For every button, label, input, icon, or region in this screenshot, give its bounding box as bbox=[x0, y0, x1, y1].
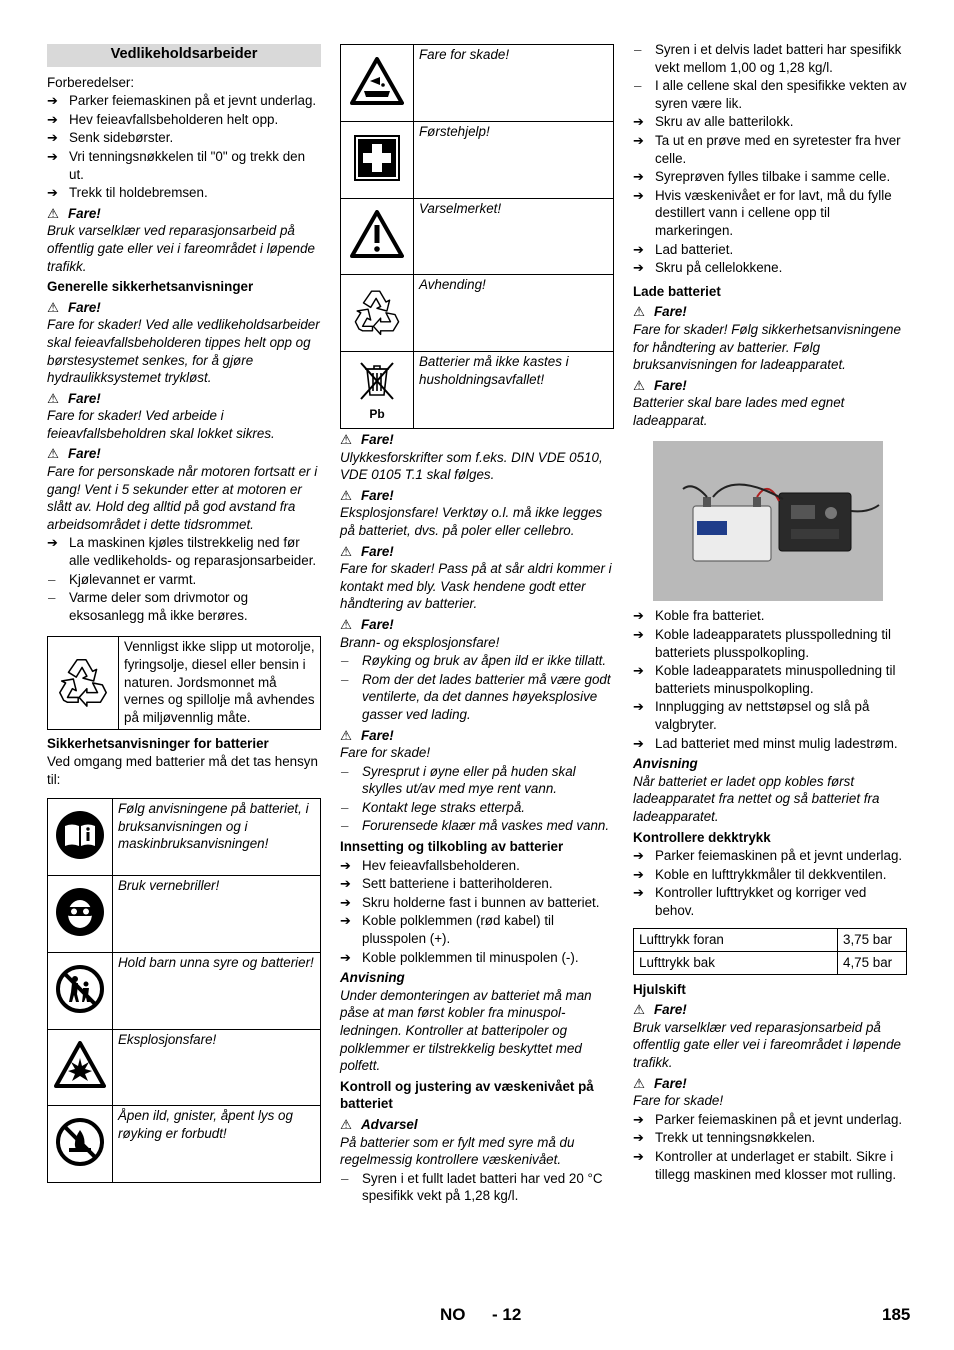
first-aid-icon bbox=[341, 122, 414, 199]
warning-label: ⚠ Fare! bbox=[633, 1075, 687, 1091]
list-item: – Syren i et fullt ladet batteri har ved 20 °C spesifikk vekt på 1,28 kg/l. bbox=[340, 1170, 614, 1205]
note-label: Anvisning bbox=[340, 970, 405, 986]
warning-text: På batterier som er fylt med syre må du regelmessig kontrollere væskenivået. bbox=[340, 1134, 575, 1168]
list-item: – Varme deler som drivmotor og eksosanlegg må ikke berøres. bbox=[47, 589, 321, 624]
list-item: ➔ Syreprøven fylles tilbake i samme celle. bbox=[633, 168, 907, 186]
warning-text: Brann- og eksplosjonsfare! bbox=[340, 634, 500, 650]
warning-label: ⚠ Fare! bbox=[47, 205, 101, 221]
table-row bbox=[634, 928, 907, 951]
list-item: ➔ Skru på cellelokkene. bbox=[633, 259, 907, 277]
environment-table bbox=[47, 636, 321, 730]
warning-label: ⚠ Fare! bbox=[47, 446, 101, 462]
warning-label: ⚠ Fare! bbox=[340, 727, 394, 743]
warning-text: Batterier skal bare lades med egnet ladeapparat. bbox=[633, 395, 845, 428]
warning-label: ⚠ Fare! bbox=[633, 377, 687, 393]
prep-steps bbox=[47, 92, 321, 202]
note-text: Under demonteringen av batteriet må man påse at man først kobler fra minuspol-ledningen. Kontroller at batteripoler og polklemmer er tilstrekkelig beskyttet med polfett. bbox=[340, 987, 592, 1074]
warning-text: Fare for skader! Følg sikkerhetsanvisningene for håndtering av batterier. Følg bruksanvisningen for ladeapparatet. bbox=[633, 321, 901, 373]
list-item: – Kjølevannet er varmt. bbox=[47, 571, 321, 589]
list-item: ➔ Hev feieavfallsbeholderen. bbox=[340, 857, 614, 875]
battery-symbols-table: Følg anvisningene på batteriet, i bruksanvisningen og i maskinbruksanvisningen! Bruk vernebriller! Hold barn unna syre og batterier! Eksplosjonsfare! Åpen ild, gnister, åpent lys og røyking er forbudt! bbox=[47, 798, 321, 1183]
column-2 bbox=[340, 44, 614, 1205]
list-item: ➔ Vri tenningsnøkkelen til "0" og trekk den ut. bbox=[47, 148, 321, 183]
footer-language: NO bbox=[440, 1305, 466, 1324]
goggles-icon bbox=[48, 876, 113, 953]
no-fire-icon bbox=[48, 1106, 113, 1183]
recycle-icon bbox=[48, 637, 119, 730]
table-cell: 4,75 bar bbox=[838, 951, 907, 974]
warning-icon: ⚠ bbox=[47, 299, 60, 315]
list-item: ➔ Parker feiemaskinen på et jevnt underlag. bbox=[633, 1111, 907, 1129]
fluid-heading: Kontroll og justering av væskenivået på batteriet bbox=[340, 1078, 594, 1112]
list-item: ➔ Skru av alle batterilokk. bbox=[633, 113, 907, 131]
column-1 bbox=[47, 44, 321, 1183]
warning-icon: ⚠ bbox=[633, 304, 646, 320]
note-text: Når batteriet er ladet opp kobles først ladeapparatet fra nettet og så batteriet fra ladeapparatet. bbox=[633, 773, 880, 824]
warning-icon: ⚠ bbox=[47, 446, 60, 462]
warning-text: Fare for skader! Pass på at sår aldri kommer i kontakt med bly. Vask hendene godt etter håndtering av batterier. bbox=[340, 561, 612, 612]
warning-icon: ⚠ bbox=[633, 1002, 646, 1018]
crossed-bin-icon bbox=[341, 352, 414, 429]
tyre-pressure-table bbox=[633, 928, 907, 975]
list-item: ➔ Lad batteriet med minst mulig ladestrøm. bbox=[633, 735, 907, 753]
warning-icon: ⚠ bbox=[633, 1075, 646, 1091]
list-item: – Syren i et delvis ladet batteri har spesifikk vekt mellom 1,00 og 1,28 kg/l. bbox=[633, 41, 907, 76]
recycle-icon bbox=[341, 275, 414, 352]
tyre-heading: Kontrollere dekktrykk bbox=[633, 829, 771, 845]
list-item: ➔ Senk sidebørster. bbox=[47, 129, 321, 147]
section-title: Vedlikeholdsarbeider bbox=[47, 44, 321, 67]
warning-text: Fare for personskade når motoren fortsatt er i gang! Vent i 5 sekunder etter at motoren er slått av. Hold deg alltid på god avstand fra arbeidsområdet i dette tidsrommet. bbox=[47, 464, 318, 532]
table-cell: Lufttrykk bak bbox=[634, 951, 838, 974]
list-item: – Rom der det lades batterier må være godt ventilerte, da det dannes høyeksplosive gasser ved lading. bbox=[340, 671, 614, 724]
warning-icon: ⚠ bbox=[340, 1116, 353, 1132]
column-3 bbox=[633, 40, 907, 1183]
note-label: Anvisning bbox=[633, 756, 698, 772]
list-item: ➔ Koble ladeapparatets plusspolledning til batteriets plusspolkopling. bbox=[633, 626, 907, 661]
warning-text: Fare for skade! bbox=[340, 745, 431, 761]
read-manual-icon bbox=[48, 799, 113, 876]
warning-text: Fare for skade! bbox=[633, 1093, 724, 1109]
table-cell: Lufttrykk foran bbox=[634, 928, 838, 951]
warning-icon: ⚠ bbox=[340, 727, 353, 743]
list-item: ➔ La maskinen kjøles tilstrekkelig ned før alle vedlikeholds- og reparasjonsarbeider. bbox=[47, 534, 321, 569]
list-item: ➔ Sett batteriene i batteriholderen. bbox=[340, 875, 614, 893]
environment-text: Vennligst ikke slipp ut motorolje, fyringsolje, diesel eller bensin i naturen. Jordsmonnet må vernes og spillolje må avhendes på miljøvennlig måte. bbox=[119, 637, 321, 730]
footer-page-number: 185 bbox=[882, 1305, 911, 1324]
warning-text: Bruk varselklær ved reparasjonsarbeid på offentlig gate eller vei i fareområdet i løpende trafikk. bbox=[633, 1019, 901, 1070]
warning-triangle-icon bbox=[341, 199, 414, 275]
list-item: ➔ Trekk til holdebremsen. bbox=[47, 184, 321, 202]
warning-label: ⚠ Fare! bbox=[633, 304, 687, 320]
warning-label: ⚠ Fare! bbox=[340, 616, 394, 632]
list-item: ➔ Parker feiemaskinen på et jevnt underlag. bbox=[633, 847, 907, 865]
keep-children-away-icon bbox=[48, 953, 113, 1030]
list-item: ➔ Kontroller lufttrykket og korriger ved behov. bbox=[633, 884, 907, 919]
list-item: ➔ Skru holderne fast i bunnen av batteriet. bbox=[340, 894, 614, 912]
install-heading: Innsetting og tilkobling av batterier bbox=[340, 839, 564, 855]
general-heading: Generelle sikkerhetsanvisninger bbox=[47, 279, 254, 295]
list-item: ➔ Hvis væskenivået er for lavt, må du fylle destillert vann i cellene opp til markeringen. bbox=[633, 187, 907, 240]
list-item: ➔ Trekk ut tenningsnøkkelen. bbox=[633, 1129, 907, 1147]
warning-label: ⚠ Fare! bbox=[47, 299, 101, 315]
acid-hazard-icon bbox=[341, 45, 414, 122]
list-item: ➔ Hev feieavfallsbeholderen helt opp. bbox=[47, 111, 321, 129]
list-item: ➔ Ta ut en prøve med en syretester fra hver celle. bbox=[633, 132, 907, 167]
table-row bbox=[634, 951, 907, 974]
warning-text: Eksplosjonsfare! Verktøy o.l. må ikke legges på batteriet, dvs. på poler eller cellebro. bbox=[340, 505, 603, 538]
wheel-heading: Hjulskift bbox=[633, 981, 686, 997]
list-item: ➔ Koble fra batteriet. bbox=[633, 607, 907, 625]
warning-label: ⚠ Fare! bbox=[633, 1002, 687, 1018]
warning-icon: ⚠ bbox=[340, 543, 353, 559]
battery-charger-photo bbox=[653, 441, 883, 601]
list-item: – Røyking og bruk av åpen ild er ikke tillatt. bbox=[340, 652, 614, 670]
list-item: – Kontakt lege straks etterpå. bbox=[340, 799, 614, 817]
table-cell: 3,75 bar bbox=[838, 928, 907, 951]
list-item: ➔ Koble polklemmen (rød kabel) til plusspolen (+). bbox=[340, 912, 614, 947]
warning-label: ⚠ Fare! bbox=[47, 390, 101, 406]
warning-icon: ⚠ bbox=[47, 205, 60, 221]
list-item: ➔ Lad batteriet. bbox=[633, 241, 907, 259]
list-item: ➔ Parker feiemaskinen på et jevnt underlag. bbox=[47, 92, 321, 110]
footer-local-page: - 12 bbox=[492, 1305, 522, 1324]
warning-icon: ⚠ bbox=[340, 616, 353, 632]
list-item: – Forurensede klaær må vaskes med vann. bbox=[340, 817, 614, 835]
warning-label: ⚠ Fare! bbox=[340, 543, 394, 559]
charge-heading: Lade batteriet bbox=[633, 283, 721, 299]
battery-heading: Sikkerhetsanvisninger for batterier bbox=[47, 736, 269, 752]
list-item: – Syresprut i øyne eller på huden skal skylles ut/av med mye rent vann. bbox=[340, 763, 614, 798]
warning-label: ⚠ Fare! bbox=[340, 487, 394, 503]
warning-text: Fare for skader! Ved arbeide i feieavfallsbeholdren skal lokket sikres. bbox=[47, 408, 275, 441]
pb-badge: Pb bbox=[369, 406, 385, 421]
warning-icon: ⚠ bbox=[47, 390, 60, 406]
list-item: ➔ Innplugging av nettstøpsel og slå på valgbryter. bbox=[633, 698, 907, 733]
hazard-symbols-table: Fare for skade! Førstehjelp! Varselmerket! Avhending! Pb Batterier må ikke kastes i husholdningsavfallet! bbox=[340, 44, 614, 429]
warning-text: Fare for skader! Ved alle vedlikeholdsarbeider skal feieavfallsbeholderen tippes helt opp og børstesystemet senkes, for å gjøre hydraulikksystemet trykløst. bbox=[47, 317, 320, 386]
list-item: ➔ Koble en lufttrykkmåler til dekkventilen. bbox=[633, 866, 907, 884]
list-item: – I alle cellene skal den spesifikke vekten av syren være lik. bbox=[633, 77, 907, 112]
battery-intro: Ved omgang med batterier må det tas hensyn til: bbox=[47, 753, 318, 787]
list-item: ➔ Kontroller at underlaget er stabilt. Sikre i tillegg maskinen med klosser mot rulling. bbox=[633, 1148, 907, 1183]
list-item: ➔ Koble polklemmen til minuspolen (-). bbox=[340, 949, 614, 967]
warning-label: ⚠ Advarsel bbox=[340, 1116, 418, 1132]
list-item: ➔ Koble ladeapparatets minuspolledning til batteriets minuspolkopling. bbox=[633, 662, 907, 697]
warning-icon: ⚠ bbox=[340, 487, 353, 503]
warning-text: Bruk varselklær ved reparasjonsarbeid på offentlig gate eller vei i fareområdet i løpende trafikk. bbox=[47, 223, 315, 274]
warning-icon: ⚠ bbox=[340, 432, 353, 447]
warning-text: Ulykkesforskrifter som f.eks. DIN VDE 0510, VDE 0105 T.1 skal følges. bbox=[340, 449, 603, 483]
explosion-icon bbox=[48, 1030, 113, 1106]
prep-label: Forberedelser: bbox=[47, 74, 135, 90]
warning-icon: ⚠ bbox=[633, 377, 646, 393]
warning-label: ⚠ Fare! bbox=[340, 432, 394, 447]
